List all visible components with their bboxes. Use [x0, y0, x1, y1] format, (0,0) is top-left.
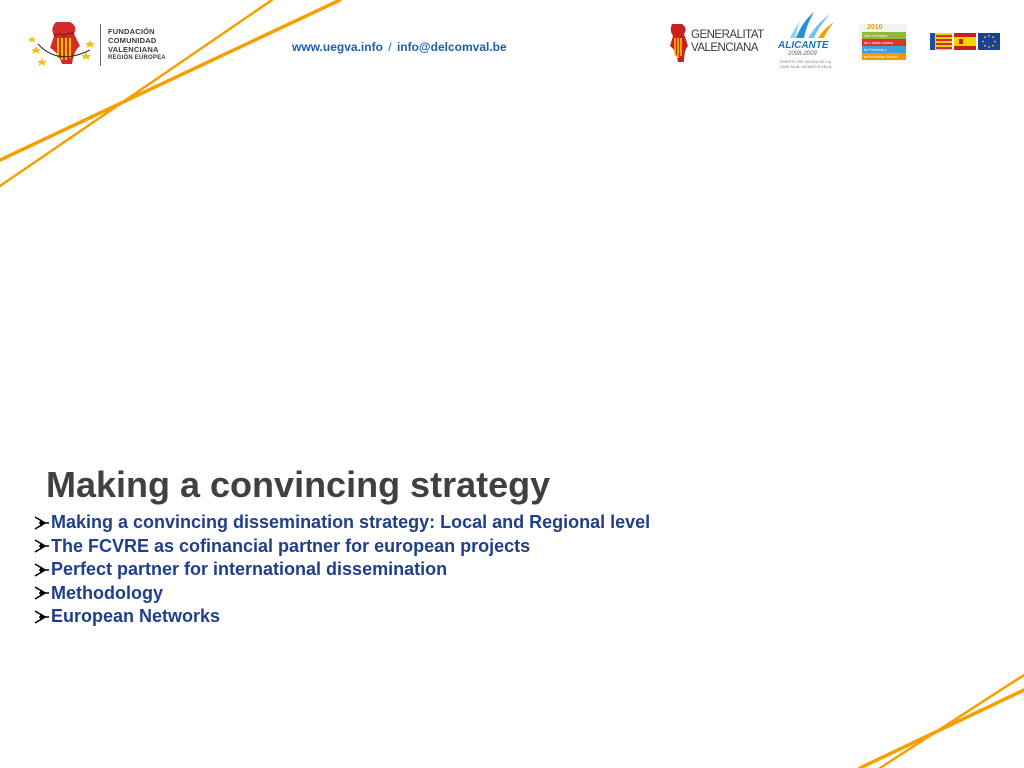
- arrow-bullet-icon: [34, 610, 50, 624]
- year-badge-line: la Exclusión Social: [862, 53, 906, 60]
- fcv-logo-text: [108, 27, 166, 63]
- generalitat-text: [691, 29, 764, 55]
- generalitat-logo: [668, 22, 764, 66]
- header-bar: [0, 0, 1024, 80]
- generalitat-line: GENERALITAT: [691, 29, 764, 41]
- alicante-sails-icon: [778, 10, 840, 40]
- fcv-logo: [28, 18, 178, 70]
- generalitat-shield-icon: [668, 22, 690, 64]
- email-link[interactable]: info@delcomval.be: [396, 40, 507, 54]
- list-item: [34, 511, 650, 535]
- bullet-text: Methodology: [51, 582, 163, 603]
- arrow-bullet-icon: [34, 516, 50, 530]
- european-year-2010-badge: [859, 24, 907, 61]
- bullet-text: The FCVRE as cofinancial partner for european projects: [51, 535, 531, 556]
- year-badge-line: de Lucha contra: [862, 39, 906, 46]
- flags-group: [930, 33, 1000, 50]
- eu-flag-icon: [978, 33, 1000, 50]
- fcv-emblem-icon: [28, 18, 98, 70]
- contact-line: [292, 40, 507, 54]
- bullet-text: European Networks: [51, 606, 221, 626]
- bullet-list: [34, 511, 650, 629]
- arrow-bullet-icon: [34, 539, 50, 553]
- arrow-bullet-icon: [34, 563, 50, 577]
- fcv-line: REGIÓN EUROPEA: [108, 55, 166, 61]
- fcv-divider: [100, 24, 101, 66]
- year-badge-line: Año Europeo: [862, 32, 906, 39]
- alicante-years: 2008-2009: [788, 51, 817, 57]
- contact-separator: /: [388, 40, 392, 54]
- valencia-flag-icon: [930, 33, 952, 50]
- fcv-line: FUNDACIÓN: [108, 27, 155, 36]
- alicante-name: ALICANTE: [778, 40, 829, 51]
- alicante-tagline: PUERTO DE SALIDA DE LA VUELTA AL MUNDO A VELA: [780, 59, 832, 69]
- year-badge-line: la Pobreza y: [862, 46, 906, 53]
- bullet-text: Perfect partner for international dissemination: [51, 559, 448, 579]
- arrow-bullet-icon: [34, 586, 50, 600]
- year-label: 2010: [867, 24, 883, 31]
- list-item: [34, 558, 650, 582]
- list-item: [34, 605, 650, 629]
- slide-title: Making a convincing strategy: [46, 464, 551, 505]
- fcv-line: VALENCIANA: [108, 45, 159, 54]
- generalitat-line: VALENCIANA: [691, 42, 759, 54]
- bullet-text: Making a convincing dissemination strategy: Local and Regional level: [51, 512, 651, 532]
- fcv-line: COMUNIDAD: [108, 36, 157, 45]
- spain-flag-icon: [954, 33, 976, 50]
- website-link[interactable]: www.uegva.info: [292, 40, 383, 54]
- list-item: [34, 582, 650, 606]
- list-item: [34, 535, 650, 559]
- alicante-logo: [778, 10, 840, 72]
